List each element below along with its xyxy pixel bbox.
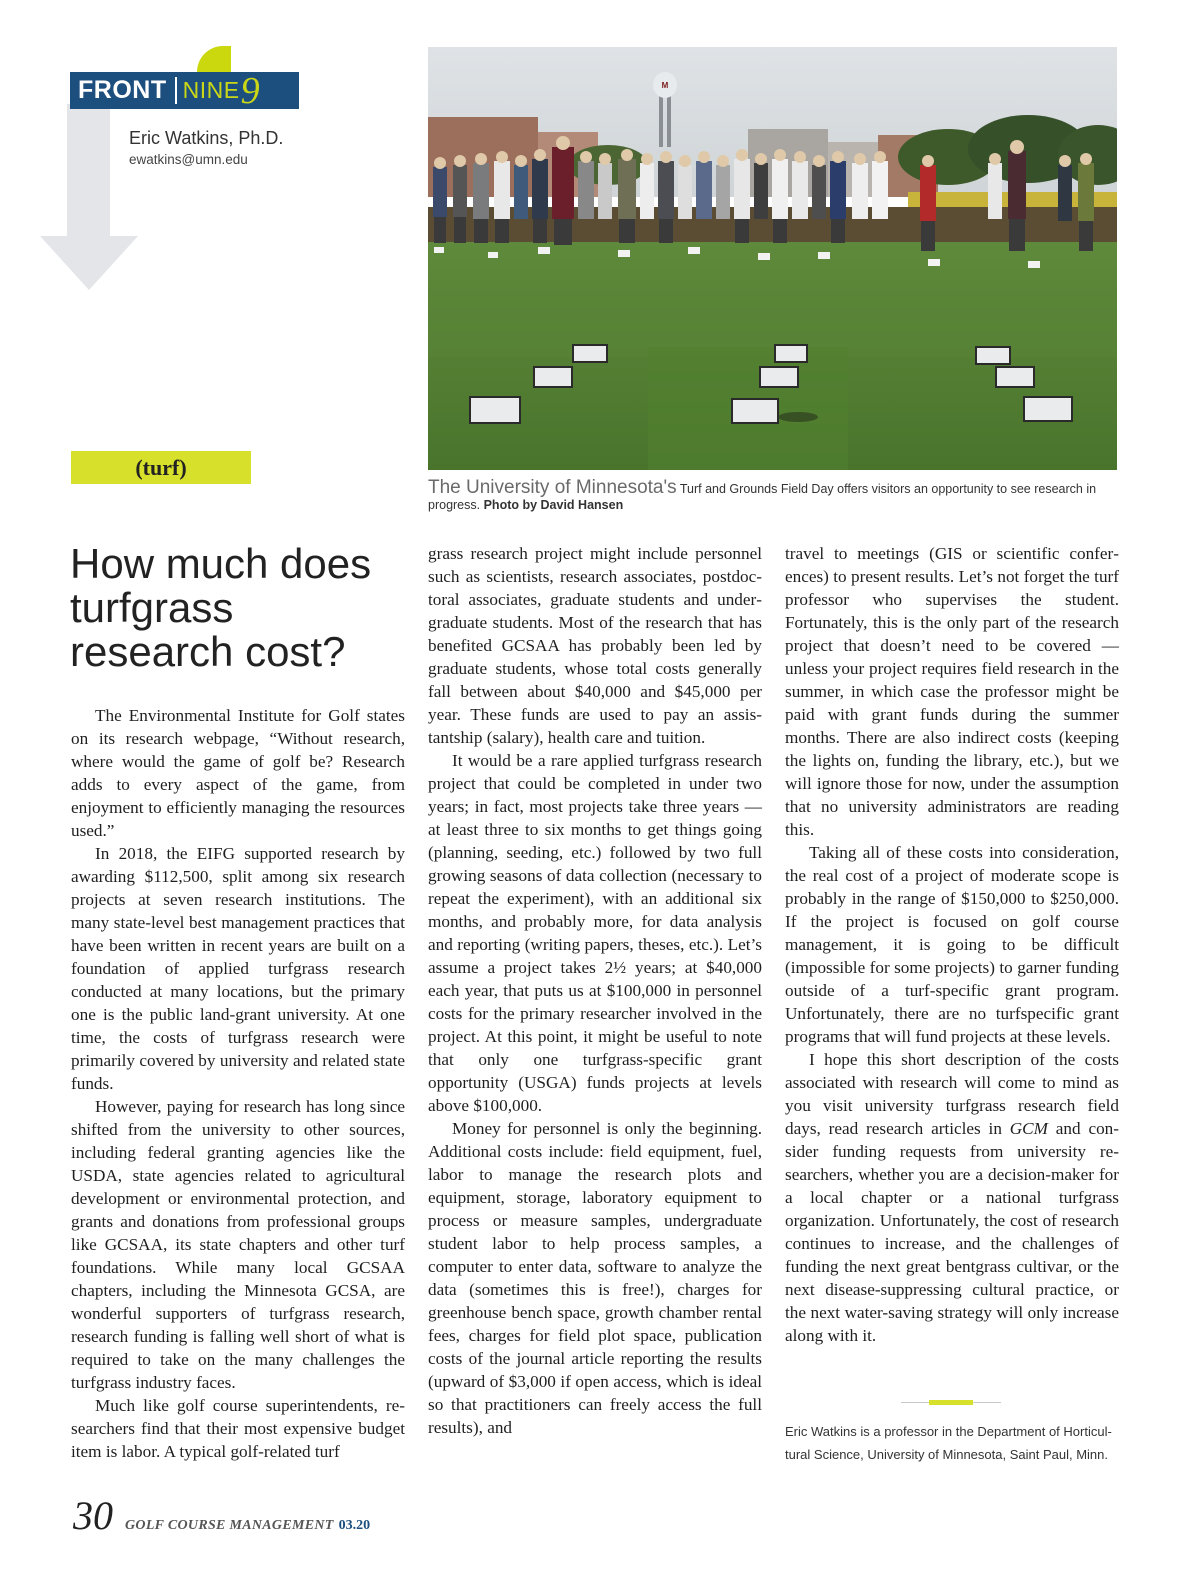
paragraph-closing xyxy=(785,1048,1119,1347)
article-column-3 xyxy=(785,542,1119,1347)
divider-accent xyxy=(929,1400,973,1405)
author-name: Eric Watkins, Ph.D. xyxy=(129,128,284,148)
caption-lead: The University of Minnesota's xyxy=(428,477,677,498)
magazine-name: GOLF COURSE MANAGEMENT xyxy=(125,1518,334,1533)
page-number: 30 xyxy=(73,1493,113,1538)
author-bio: Eric Watkins is a professor in the Department of Horticultural Science, University of Minnesota, Saint Paul, Minn. xyxy=(785,1424,1112,1462)
bio-divider xyxy=(901,1398,1001,1408)
paragraph: travel to meetings (GIS or scientific conferences) to present results. Let’s not forget the turf professor who supervises the student. Fortunately, this is the only part of the research project that doesn’t need to be covered — unless your project requires field research in the summer, in which case the professor might be paid with grant funds during the summer months. There are also indirect costs (keeping the lights on, funding the library, etc.), but we will ignore those for now, under the assumption that no university administrators are reading this. xyxy=(785,544,1119,839)
page-footer xyxy=(73,1492,370,1539)
caption-text: Turf and Grounds Field Day offers visitors an opportunity to see research in progress. xyxy=(428,482,1097,512)
badge-number: 9 xyxy=(240,69,260,112)
section-tag: (turf) xyxy=(71,451,251,484)
article-headline: How much does turfgrass research cost? xyxy=(70,540,372,675)
closing-text-end: and consider funding requests from university researchers, whether you are a decision-maker for a local chapter or a national turfgrass organization. Unfortunately, the cost of research continues to increase, and the challenges of funding the next great bentgrass cultivar, or the next disease-suppressing cultural practice, or the next water-saving strategy will only increase along with it. xyxy=(785,1119,1119,1345)
magazine-abbrev: GCM xyxy=(1009,1119,1048,1138)
closing-text-start: I hope this short description of the costs associated with research will come to mind as you visit university turfgrass research field days, read research articles in xyxy=(785,1050,1119,1138)
paragraph: It would be a rare applied turfgrass research project that could be completed in under two years; in fact, most projects take three years — at least three to six months to get things going (planning, seeding, etc.) followed by two full growing seasons of data collection (necessary to repeat the experiment), with an additional six months, and probably more, for data analysis and reporting (writing papers, theses, etc.). Let’s assume a project takes 2½ years; at $40,000 each year, that puts us at $100,000 in personnel costs for the primary researcher involved in the project. At this point, it might be useful to note that only one turfgrass-specific grant opportunity (USGA) funds projects at levels above $100,000. xyxy=(428,751,762,1115)
badge-nine-text: NINE xyxy=(182,77,240,103)
issue-date: 03.20 xyxy=(338,1518,371,1533)
author-email[interactable]: ewatkins@umn.edu xyxy=(129,152,248,167)
paragraph: The Environmental Institute for Golf states on its research webpage, “Without research, where would the game of golf be? Research adds to every aspect of the game, from enjoyment to efficiently managing the resources used.” xyxy=(71,706,405,840)
photo-credit: Photo by David Hansen xyxy=(483,498,624,512)
article-column-1 xyxy=(71,704,405,1463)
paragraph: In 2018, the EIFG supported research by awarding $112,500, split among six research projects at seven research institutions. The many state-level best management practices that have been written in recent years are built on a foundation of applied turfgrass research conducted at many locations, but the primary one is the public land-grant university. At one time, the costs of turfgrass research were primarily covered by university and related state funds. xyxy=(71,844,405,1093)
front-nine-badge xyxy=(70,69,299,112)
article-column-2 xyxy=(428,542,762,1439)
badge-front-text: FRONT xyxy=(78,76,167,104)
field-day-photo xyxy=(428,47,1117,470)
down-arrow-graphic xyxy=(67,104,110,236)
down-arrow-head-icon xyxy=(40,236,138,290)
photo-caption xyxy=(428,477,1117,513)
paragraph: grass research project might include personnel such as scientists, research associates, postdoctoral associates, graduate students and undergraduate students. Most of the research that has benefited GCSAA has probably been led by graduate students, whose total costs generally fall between about $40,000 and $45,000 per year. These funds are used to pay an assistantship (salary), health care and tuition. xyxy=(428,544,762,747)
paragraph: Taking all of these costs into consideration, the real cost of a project of moderate scope is probably in the range of $150,000 to $250,000. If the project is focused on golf course management, it is going to be difficult (impossible for some projects) to garner funding outside of a turf-specific grant program. Unfortunately, there are no turfspecific grant programs that will fund projects at these levels. xyxy=(785,843,1119,1046)
paragraph: Money for personnel is only the beginning. Additional costs include: field equipment, fuel, labor to manage the research plots and equipment, storage, laboratory equipment to process or measure samples, undergraduate student labor to help process samples, a computer to enter data, software to analyze the data (sometimes this is free!), charges for greenhouse bench space, growth chamber rental fees, charges for field plot space, publication costs of the journal article reporting the results (upward of $3,000 if open access, which is ideal so that practitioners can freely access the full results), and xyxy=(428,1119,762,1437)
leaf-accent-icon xyxy=(197,46,231,72)
paragraph: Much like golf course superintendents, researchers find that their most expensive budget item is labor. A typical golf-related turf xyxy=(71,1396,405,1461)
svg-text:M: M xyxy=(661,81,669,90)
badge-divider xyxy=(175,77,177,104)
paragraph: However, paying for research has long since shifted from the university to other sources, including federal granting agencies like the USDA, state agencies related to agricultural development or environmental protection, and grants and donations from professional groups like GCSAA, its state chapters and other turf foundations. While many local GCSAA chapters, including the Minnesota GCSA, are wonderful supporters of turfgrass research, research funding is falling well short of what is required to take on the many challenges the turfgrass industry faces. xyxy=(71,1097,405,1392)
